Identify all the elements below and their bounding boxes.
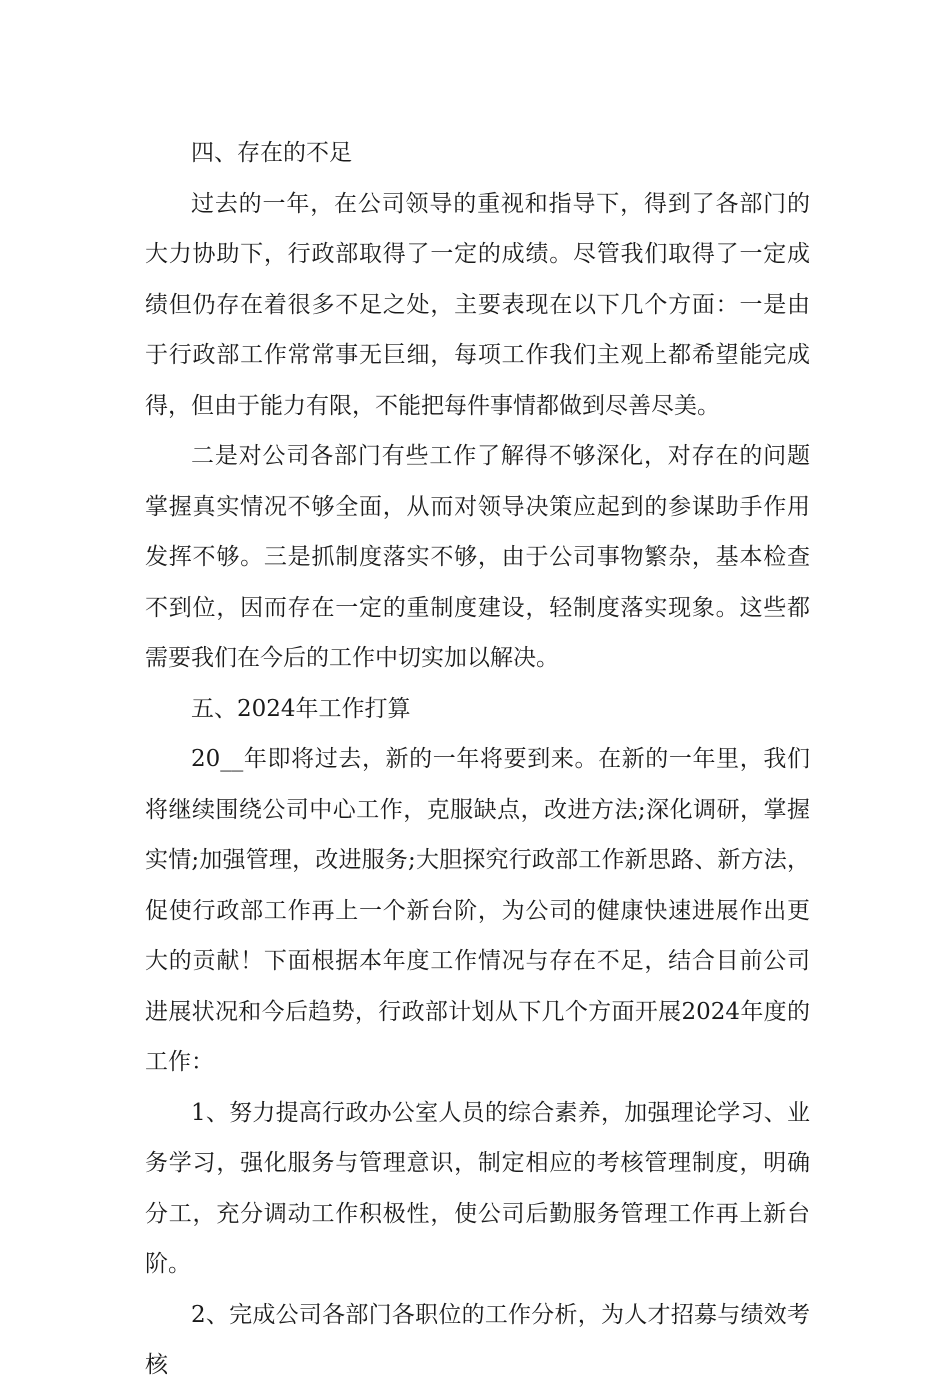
list-item-1: 1、努力提高行政办公室人员的综合素养，加强理论学习、业务学习，强化服务与管理意识，制定相应的考核管理制度，明确分工，充分调动工作积极性，使公司后勤服务管理工作再上新台阶。 bbox=[145, 1099, 810, 1277]
paragraph-second-shortcoming: 二是对公司各部门有些工作了解得不够深化，对存在的问题掌握真实情况不够全面，从而对领导决策应起到的参谋助手作用发挥不够。三是抓制度落实不够，由于公司事物繁杂，基本检查不到位，因而存在一定的重制度建设，轻制度落实现象。这些都需要我们在今后的工作中切实加以解决。 bbox=[145, 443, 810, 671]
list-item-2: 2、完成公司各部门各职位的工作分析，为人才招募与绩效考核 bbox=[145, 1301, 810, 1378]
paragraph-plan-intro: 20__年即将过去，新的一年将要到来。在新的一年里，我们将继续围绕公司中心工作，克服缺点，改进方法;深化调研，掌握实情;加强管理，改进服务;大胆探究行政部工作新思路、新方法，促使行政部工作再上一个新台阶，为公司的健康快速进展作出更大的贡献！下面根据本年度工作情况与存在不足，结合目前公司进展状况和今后趋势，行政部计划从下几个方面开展2024年度的工作： bbox=[145, 746, 810, 1075]
paragraph-past-year: 过去的一年，在公司领导的重视和指导下，得到了各部门的大力协助下，行政部取得了一定的成绩。尽管我们取得了一定成绩但仍存在着很多不足之处，主要表现在以下几个方面：一是由于行政部工作常常事无巨细，每项工作我们主观上都希望能完成得，但由于能力有限，不能把每件事情都做到尽善尽美。 bbox=[145, 190, 810, 419]
section-heading-plan: 五、2024年工作打算 bbox=[191, 695, 411, 722]
document-body bbox=[145, 128, 810, 1391]
section-heading-shortcomings: 四、存在的不足 bbox=[191, 140, 352, 166]
